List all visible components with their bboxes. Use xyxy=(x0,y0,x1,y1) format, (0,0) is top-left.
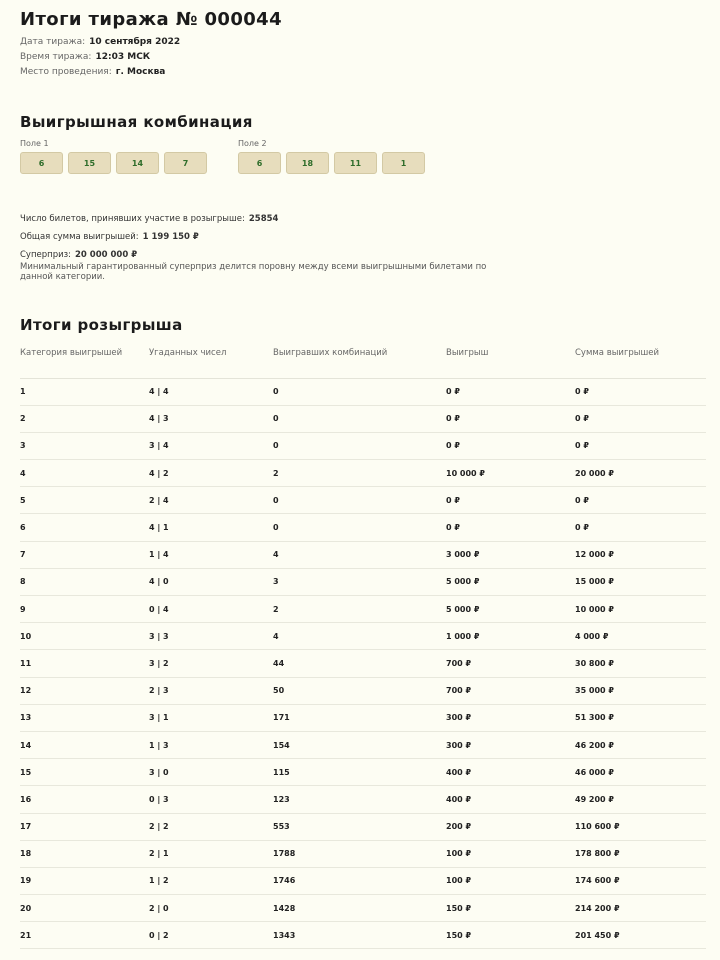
winning-combinations-cell: 1788 xyxy=(273,840,446,867)
winning-combinations-cell: 0 xyxy=(273,514,446,541)
total-cell: 0 ₽ xyxy=(575,514,706,541)
total-cell: 4 000 ₽ xyxy=(575,623,706,650)
table-row xyxy=(20,623,706,650)
category-cell: 3 xyxy=(20,432,149,459)
category-cell: 15 xyxy=(20,759,149,786)
matched-cell: 0 | 2 xyxy=(149,922,273,949)
category-cell: 6 xyxy=(20,514,149,541)
prize-cell: 10 000 ₽ xyxy=(446,460,575,487)
winning-combinations-cell: 154 xyxy=(273,731,446,758)
table-row xyxy=(20,704,706,731)
table-row xyxy=(20,895,706,922)
prize-cell: 1 000 ₽ xyxy=(446,623,575,650)
matched-cell: 4 | 1 xyxy=(149,514,273,541)
matched-cell: 4 | 4 xyxy=(149,378,273,405)
total-cell: 30 800 ₽ xyxy=(575,650,706,677)
category-cell: 21 xyxy=(20,922,149,949)
matched-cell: 2 | 3 xyxy=(149,677,273,704)
superprize xyxy=(20,250,137,260)
matched-cell: 3 | 2 xyxy=(149,650,273,677)
category-cell: 19 xyxy=(20,867,149,894)
total-cell: 10 000 ₽ xyxy=(575,596,706,623)
field-2-number: 11 xyxy=(334,152,377,174)
prize-cell: 5 000 ₽ xyxy=(446,596,575,623)
table-row xyxy=(20,922,706,949)
category-cell: 10 xyxy=(20,623,149,650)
category-cell: 16 xyxy=(20,786,149,813)
matched-cell: 4 | 2 xyxy=(149,460,273,487)
winning-combinations-cell: 1343 xyxy=(273,922,446,949)
column-header-matched: Угаданных чисел xyxy=(149,345,273,378)
prize-cell: 0 ₽ xyxy=(446,487,575,514)
field-1-number: 15 xyxy=(68,152,111,174)
prize-cell: 100 ₽ xyxy=(446,867,575,894)
tickets-count-label: Число билетов, принявших участие в розыгрыше: xyxy=(20,214,245,224)
tickets-count-value: 25854 xyxy=(248,214,279,224)
field-2-number: 6 xyxy=(238,152,281,174)
total-winnings-value: 1 199 150 ₽ xyxy=(142,232,199,242)
total-cell: 201 450 ₽ xyxy=(575,922,706,949)
category-cell: 18 xyxy=(20,840,149,867)
draw-place xyxy=(20,67,165,77)
table-row xyxy=(20,759,706,786)
matched-cell: 0 | 4 xyxy=(149,596,273,623)
field-2-number: 1 xyxy=(382,152,425,174)
category-cell: 14 xyxy=(20,731,149,758)
category-cell: 20 xyxy=(20,895,149,922)
matched-cell: 2 | 2 xyxy=(149,813,273,840)
winning-combinations-cell: 115 xyxy=(273,759,446,786)
field-2-number: 18 xyxy=(286,152,329,174)
total-cell: 0 ₽ xyxy=(575,405,706,432)
table-row xyxy=(20,731,706,758)
table-row xyxy=(20,568,706,595)
table-row xyxy=(20,432,706,459)
total-winnings-label: Общая сумма выигрышей: xyxy=(20,232,139,242)
column-header-total: Сумма выигрышей xyxy=(575,345,706,378)
category-cell: 4 xyxy=(20,460,149,487)
table-row xyxy=(20,378,706,405)
matched-cell: 1 | 4 xyxy=(149,541,273,568)
field-1-numbers xyxy=(20,152,207,174)
winning-combinations-cell: 0 xyxy=(273,432,446,459)
table-row xyxy=(20,405,706,432)
draw-date xyxy=(20,37,180,47)
field-2-numbers xyxy=(238,152,425,174)
prize-cell: 400 ₽ xyxy=(446,759,575,786)
prize-cell: 150 ₽ xyxy=(446,922,575,949)
matched-cell: 3 | 3 xyxy=(149,623,273,650)
tickets-count xyxy=(20,214,278,224)
total-cell: 35 000 ₽ xyxy=(575,677,706,704)
category-cell: 1 xyxy=(20,378,149,405)
results-header-row xyxy=(20,345,706,378)
superprize-note: Минимальный гарантированный суперприз делится поровну между всеми выигрышными билетами по данной категории. xyxy=(20,262,487,282)
field-2-label: Поле 2 xyxy=(238,139,267,148)
draw-time-value: 12:03 МСК xyxy=(95,52,151,62)
draw-date-value: 10 сентября 2022 xyxy=(89,37,181,47)
draw-time-label: Время тиража: xyxy=(20,52,92,62)
table-row xyxy=(20,786,706,813)
prize-cell: 700 ₽ xyxy=(446,677,575,704)
table-row xyxy=(20,514,706,541)
winning-combinations-cell: 171 xyxy=(273,704,446,731)
matched-cell: 3 | 4 xyxy=(149,432,273,459)
table-row xyxy=(20,840,706,867)
table-row xyxy=(20,650,706,677)
prize-cell: 0 ₽ xyxy=(446,432,575,459)
category-cell: 2 xyxy=(20,405,149,432)
table-row xyxy=(20,813,706,840)
category-cell: 11 xyxy=(20,650,149,677)
prize-cell: 150 ₽ xyxy=(446,895,575,922)
total-cell: 174 600 ₽ xyxy=(575,867,706,894)
table-row xyxy=(20,677,706,704)
table-row xyxy=(20,460,706,487)
winning-combinations-cell: 2 xyxy=(273,460,446,487)
total-cell: 214 200 ₽ xyxy=(575,895,706,922)
matched-cell: 3 | 0 xyxy=(149,759,273,786)
total-cell: 49 200 ₽ xyxy=(575,786,706,813)
matched-cell: 4 | 0 xyxy=(149,568,273,595)
draw-place-value: г. Москва xyxy=(115,67,166,77)
total-cell: 178 800 ₽ xyxy=(575,840,706,867)
total-cell: 0 ₽ xyxy=(575,378,706,405)
winning-combinations-cell: 0 xyxy=(273,487,446,514)
prize-cell: 0 ₽ xyxy=(446,378,575,405)
column-header-prize: Выигрыш xyxy=(446,345,575,378)
category-cell: 5 xyxy=(20,487,149,514)
results-title: Итоги розыгрыша xyxy=(20,316,183,334)
total-cell: 12 000 ₽ xyxy=(575,541,706,568)
matched-cell: 2 | 0 xyxy=(149,895,273,922)
field-1-number: 14 xyxy=(116,152,159,174)
winning-combinations-cell: 123 xyxy=(273,786,446,813)
category-cell: 8 xyxy=(20,568,149,595)
prize-cell: 300 ₽ xyxy=(446,704,575,731)
matched-cell: 1 | 3 xyxy=(149,731,273,758)
category-cell: 13 xyxy=(20,704,149,731)
winning-combinations-cell: 1428 xyxy=(273,895,446,922)
winning-combinations-cell: 4 xyxy=(273,541,446,568)
field-1-label: Поле 1 xyxy=(20,139,49,148)
total-winnings xyxy=(20,232,199,242)
winning-combinations-cell: 553 xyxy=(273,813,446,840)
total-cell: 15 000 ₽ xyxy=(575,568,706,595)
superprize-value: 20 000 000 ₽ xyxy=(75,250,138,260)
prize-cell: 100 ₽ xyxy=(446,840,575,867)
draw-place-label: Место проведения: xyxy=(20,67,112,77)
matched-cell: 0 | 3 xyxy=(149,786,273,813)
total-cell: 0 ₽ xyxy=(575,487,706,514)
column-header-category: Категория выигрышей xyxy=(20,345,149,378)
winning-combinations-cell: 4 xyxy=(273,623,446,650)
winning-combinations-cell: 3 xyxy=(273,568,446,595)
winning-combinations-cell: 44 xyxy=(273,650,446,677)
prize-cell: 300 ₽ xyxy=(446,731,575,758)
combination-title: Выигрышная комбинация xyxy=(20,113,253,131)
table-row xyxy=(20,487,706,514)
prize-cell: 700 ₽ xyxy=(446,650,575,677)
results-table xyxy=(20,345,706,949)
prize-cell: 200 ₽ xyxy=(446,813,575,840)
matched-cell: 1 | 2 xyxy=(149,867,273,894)
matched-cell: 3 | 1 xyxy=(149,704,273,731)
matched-cell: 2 | 4 xyxy=(149,487,273,514)
winning-combinations-cell: 1746 xyxy=(273,867,446,894)
total-cell: 20 000 ₽ xyxy=(575,460,706,487)
draw-date-label: Дата тиража: xyxy=(20,37,86,47)
matched-cell: 4 | 3 xyxy=(149,405,273,432)
table-row xyxy=(20,596,706,623)
draw-time xyxy=(20,52,150,62)
table-row xyxy=(20,541,706,568)
category-cell: 7 xyxy=(20,541,149,568)
prize-cell: 0 ₽ xyxy=(446,405,575,432)
winning-combinations-cell: 0 xyxy=(273,405,446,432)
winning-combinations-cell: 0 xyxy=(273,378,446,405)
field-1-number: 6 xyxy=(20,152,63,174)
prize-cell: 3 000 ₽ xyxy=(446,541,575,568)
total-cell: 46 200 ₽ xyxy=(575,731,706,758)
prize-cell: 400 ₽ xyxy=(446,786,575,813)
column-header-winning-combinations: Выигравших комбинаций xyxy=(273,345,446,378)
superprize-label: Суперприз: xyxy=(20,250,72,260)
prize-cell: 0 ₽ xyxy=(446,514,575,541)
field-1-number: 7 xyxy=(164,152,207,174)
total-cell: 51 300 ₽ xyxy=(575,704,706,731)
winning-combinations-cell: 2 xyxy=(273,596,446,623)
category-cell: 17 xyxy=(20,813,149,840)
category-cell: 9 xyxy=(20,596,149,623)
matched-cell: 2 | 1 xyxy=(149,840,273,867)
total-cell: 46 000 ₽ xyxy=(575,759,706,786)
total-cell: 0 ₽ xyxy=(575,432,706,459)
results-body xyxy=(20,378,706,949)
table-row xyxy=(20,867,706,894)
category-cell: 12 xyxy=(20,677,149,704)
total-cell: 110 600 ₽ xyxy=(575,813,706,840)
winning-combinations-cell: 50 xyxy=(273,677,446,704)
prize-cell: 5 000 ₽ xyxy=(446,568,575,595)
page-title: Итоги тиража № 000044 xyxy=(20,9,283,30)
